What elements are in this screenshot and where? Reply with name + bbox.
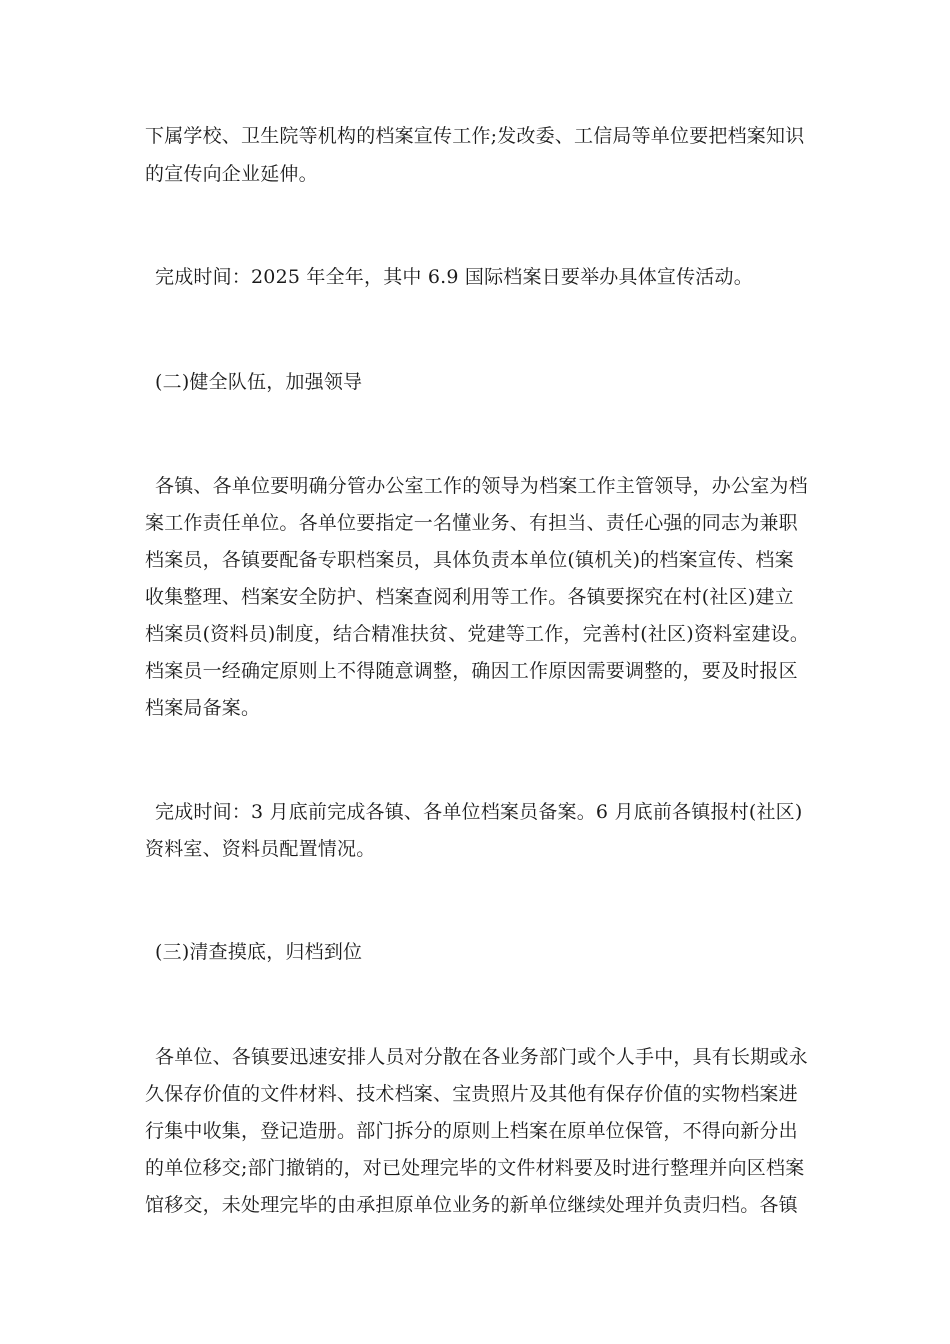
paragraph-4-line-4: 收集整理、档案安全防护、档案查阅利用等工作。各镇要探究在村(社区)建立 [145,586,794,608]
paragraph-4-line-2: 案工作责任单位。各单位要指定一名懂业务、有担当、责任心强的同志为兼职 [145,512,798,534]
paragraph-1-line-2: 的宣传向企业延伸。 [145,163,318,185]
paragraph-4-line-3: 档案员，各镇要配备专职档案员，具体负责本单位(镇机关)的档案宣传、档案 [145,549,794,571]
paragraph-7-line-2: 久保存价值的文件材料、技术档案、宝贵照片及其他有保存价值的实物档案进 [145,1083,798,1105]
completion-time-1: 完成时间：2025 年全年，其中 6.9 国际档案日要举办具体宣传活动。 [155,266,753,288]
section-heading-2: (二)健全队伍，加强领导 [155,371,363,393]
paragraph-7-line-3: 行集中收集，登记造册。部门拆分的原则上档案在原单位保管，不得向新分出 [145,1120,798,1142]
completion-time-2-line-2: 资料室、资料员配置情况。 [145,838,376,860]
paragraph-1-line-1: 下属学校、卫生院等机构的档案宣传工作;发改委、工信局等单位要把档案知识 [145,125,805,147]
paragraph-7-line-5: 馆移交，未处理完毕的由承担原单位业务的新单位继续处理并负责归档。各镇 [145,1194,798,1216]
paragraph-4-line-7: 档案局备案。 [145,697,261,719]
section-heading-3: (三)清查摸底，归档到位 [155,941,363,963]
paragraph-4-line-5: 档案员(资料员)制度，结合精准扶贫、党建等工作，完善村(社区)资料室建设。 [145,623,810,645]
paragraph-7-line-4: 的单位移交;部门撤销的，对已处理完毕的文件材料要及时进行整理并向区档案 [145,1157,805,1179]
paragraph-4-line-6: 档案员一经确定原则上不得随意调整，确因工作原因需要调整的，要及时报区 [145,660,798,682]
paragraph-7-line-1: 各单位、各镇要迅速安排人员对分散在各业务部门或个人手中，具有长期或永 [155,1046,808,1068]
completion-time-2-line-1: 完成时间：3 月底前完成各镇、各单位档案员备案。6 月底前各镇报村(社区) [155,801,803,823]
paragraph-4-line-1: 各镇、各单位要明确分管办公室工作的领导为档案工作主管领导，办公室为档 [155,475,808,497]
